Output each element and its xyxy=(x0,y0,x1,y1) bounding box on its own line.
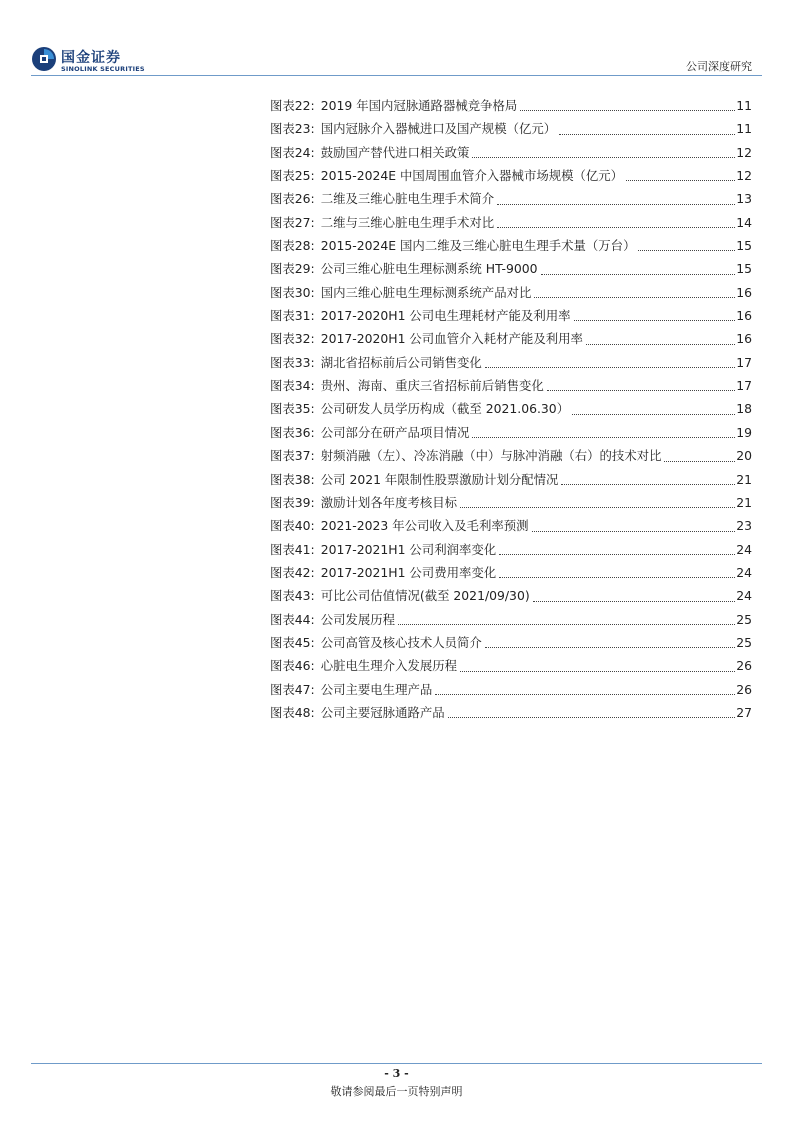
toc-dot-leader xyxy=(460,671,735,672)
toc-entry-label: 图表30: xyxy=(270,284,315,300)
toc-dot-leader xyxy=(559,134,735,135)
toc-entry[interactable] xyxy=(270,117,752,140)
toc-entry-label: 图表34: xyxy=(270,378,315,394)
toc-entry[interactable] xyxy=(270,561,752,584)
toc-dot-leader xyxy=(586,344,735,345)
toc-entry-label: 图表31: xyxy=(270,308,315,324)
toc-entry-label: 图表40: xyxy=(270,518,315,534)
report-type-label: 公司深度研究 xyxy=(686,60,752,73)
toc-entry[interactable] xyxy=(270,421,752,444)
toc-entry-title: 2015-2024E 中国周围血管介入器械市场规模（亿元） xyxy=(320,168,624,184)
toc-entry[interactable] xyxy=(270,141,752,164)
toc-entry-title: 2017-2021H1 公司利润率变化 xyxy=(320,541,497,557)
toc-dot-leader xyxy=(547,390,735,391)
toc-entry-label: 图表22: xyxy=(270,98,315,113)
toc-dot-leader xyxy=(533,601,736,602)
toc-entry-title: 公司部分在研产品项目情况 xyxy=(320,424,470,440)
toc-entry-page: 23 xyxy=(736,518,752,534)
page-number: - 3 - xyxy=(384,1067,409,1080)
toc-entry-title: 2021-2023 年公司收入及毛利率预测 xyxy=(320,518,529,534)
toc-entry-label: 图表47: xyxy=(270,681,315,697)
toc-entry-label: 图表27: xyxy=(270,214,315,230)
toc-entry[interactable] xyxy=(270,631,752,654)
toc-entry-label: 图表23: xyxy=(270,121,315,137)
page-header xyxy=(0,0,793,80)
toc-dot-leader xyxy=(499,554,735,555)
toc-dot-leader xyxy=(435,694,735,695)
toc-entry-page: 15 xyxy=(736,238,752,254)
toc-entry[interactable] xyxy=(270,608,752,631)
toc-entry[interactable] xyxy=(270,468,752,491)
toc-entry-label: 图表42: xyxy=(270,564,315,580)
toc-entry-label: 图表26: xyxy=(270,191,315,207)
toc-entry-title: 国内三维心脏电生理标测系统产品对比 xyxy=(320,284,532,300)
toc-entry-label: 图表48: xyxy=(270,704,315,720)
toc-entry-title: 鼓励国产替代进口相关政策 xyxy=(320,144,470,160)
toc-entry[interactable] xyxy=(270,374,752,397)
toc-entry-page: 13 xyxy=(736,191,752,207)
toc-entry-page: 16 xyxy=(736,331,752,347)
logo-chinese-name: 国金证券 xyxy=(61,50,121,66)
toc-entry-label: 图表28: xyxy=(270,238,315,254)
toc-entry-title: 公司研发人员学历构成（截至 2021.06.30） xyxy=(320,401,570,417)
toc-entry-title: 可比公司估值情况(截至 2021/09/30) xyxy=(320,588,530,604)
toc-entry[interactable] xyxy=(270,234,752,257)
toc-entry-title: 激励计划各年度考核目标 xyxy=(320,494,458,510)
toc-entry-page: 11 xyxy=(736,98,752,113)
toc-entry-page: 25 xyxy=(736,634,752,650)
toc-entry-label: 图表36: xyxy=(270,424,315,440)
toc-entry-title: 射频消融（左）、冷冻消融（中）与脉冲消融（右）的技术对比 xyxy=(320,448,662,464)
toc-entry-title: 2015-2024E 国内二维及三维心脏电生理手术量（万台） xyxy=(320,238,636,254)
toc-entry-label: 图表39: xyxy=(270,494,315,510)
toc-entry[interactable] xyxy=(270,211,752,234)
toc-entry[interactable] xyxy=(270,701,752,724)
toc-entry-page: 12 xyxy=(736,168,752,184)
toc-entry-page: 16 xyxy=(736,284,752,300)
toc-entry[interactable] xyxy=(270,654,752,677)
footer-divider xyxy=(31,1063,762,1064)
toc-entry-title: 二维与三维心脏电生理手术对比 xyxy=(320,214,495,230)
toc-entry-page: 12 xyxy=(736,144,752,160)
toc-entry[interactable] xyxy=(270,257,752,280)
toc-entry-label: 图表35: xyxy=(270,401,315,417)
toc-entry[interactable] xyxy=(270,584,752,607)
toc-entry-title: 公司三维心脏电生理标测系统 HT-9000 xyxy=(320,261,538,277)
toc-dot-leader xyxy=(520,110,735,111)
toc-entry[interactable] xyxy=(270,491,752,514)
toc-dot-leader xyxy=(626,180,735,181)
figure-list xyxy=(270,94,752,724)
toc-entry-label: 图表44: xyxy=(270,611,315,627)
toc-entry[interactable] xyxy=(270,444,752,467)
toc-dot-leader xyxy=(497,204,735,205)
toc-entry-page: 21 xyxy=(736,494,752,510)
toc-entry-title: 公司主要电生理产品 xyxy=(320,681,433,697)
sinolink-logo-icon xyxy=(31,46,57,72)
toc-entry-title: 湖北省招标前后公司销售变化 xyxy=(320,354,482,370)
toc-entry-page: 24 xyxy=(736,564,752,580)
toc-entry-title: 公司主要冠脉通路产品 xyxy=(320,704,445,720)
toc-entry-page: 20 xyxy=(736,448,752,464)
toc-entry-title: 国内冠脉介入器械进口及国产规模（亿元） xyxy=(320,121,557,137)
toc-entry-label: 图表43: xyxy=(270,588,315,604)
toc-entry-label: 图表25: xyxy=(270,168,315,184)
logo-english-name: SINOLINK SECURITIES xyxy=(61,65,145,73)
toc-entry[interactable] xyxy=(270,327,752,350)
toc-entry-title: 公司发展历程 xyxy=(320,611,396,627)
toc-entry-title: 心脏电生理介入发展历程 xyxy=(320,658,458,674)
toc-entry[interactable] xyxy=(270,94,752,117)
toc-dot-leader xyxy=(499,577,735,578)
toc-entry[interactable] xyxy=(270,304,752,327)
toc-dot-leader xyxy=(472,437,735,438)
toc-entry[interactable] xyxy=(270,164,752,187)
toc-entry-label: 图表24: xyxy=(270,144,315,160)
toc-entry-page: 21 xyxy=(736,471,752,487)
toc-dot-leader xyxy=(534,297,735,298)
toc-dot-leader xyxy=(448,717,736,718)
toc-dot-leader xyxy=(485,367,735,368)
toc-dot-leader xyxy=(638,250,735,251)
toc-entry[interactable] xyxy=(270,351,752,374)
toc-dot-leader xyxy=(561,484,735,485)
header-divider xyxy=(31,75,762,76)
toc-entry-label: 图表41: xyxy=(270,541,315,557)
toc-entry-page: 26 xyxy=(736,658,752,674)
toc-dot-leader xyxy=(460,507,735,508)
toc-entry[interactable] xyxy=(270,678,752,701)
toc-dot-leader xyxy=(541,274,736,275)
toc-entry-page: 16 xyxy=(736,308,752,324)
toc-entry-label: 图表37: xyxy=(270,448,315,464)
toc-entry-page: 26 xyxy=(736,681,752,697)
toc-entry-page: 17 xyxy=(736,378,752,394)
toc-entry-page: 25 xyxy=(736,611,752,627)
toc-dot-leader xyxy=(532,531,736,532)
toc-entry-title: 2017-2020H1 公司血管介入耗材产能及利用率 xyxy=(320,331,583,347)
toc-entry[interactable] xyxy=(270,187,752,210)
toc-entry-label: 图表45: xyxy=(270,634,315,650)
toc-entry-title: 公司 2021 年限制性股票激励计划分配情况 xyxy=(320,471,559,487)
toc-entry-page: 15 xyxy=(736,261,752,277)
toc-dot-leader xyxy=(497,227,735,228)
toc-entry-page: 18 xyxy=(736,401,752,417)
toc-dot-leader xyxy=(472,157,735,158)
toc-entry-title: 公司高管及核心技术人员简介 xyxy=(320,634,482,650)
company-logo xyxy=(31,46,151,74)
toc-entry[interactable] xyxy=(270,397,752,420)
toc-entry-page: 24 xyxy=(736,541,752,557)
toc-entry-page: 11 xyxy=(736,121,752,137)
toc-entry-label: 图表38: xyxy=(270,471,315,487)
toc-entry-label: 图表33: xyxy=(270,354,315,370)
toc-entry-page: 19 xyxy=(736,424,752,440)
toc-dot-leader xyxy=(485,647,735,648)
toc-entry-page: 24 xyxy=(736,588,752,604)
toc-entry-title: 贵州、海南、重庆三省招标前后销售变化 xyxy=(320,378,544,394)
toc-entry-label: 图表46: xyxy=(270,658,315,674)
toc-entry-label: 图表32: xyxy=(270,331,315,347)
toc-entry-title: 二维及三维心脏电生理手术简介 xyxy=(320,191,495,207)
toc-entry-title: 2017-2020H1 公司电生理耗材产能及利用率 xyxy=(320,308,571,324)
toc-dot-leader xyxy=(664,461,735,462)
toc-entry-title: 2019 年国内冠脉通路器械竞争格局 xyxy=(320,98,518,113)
disclaimer-note: 敬请参阅最后一页特别声明 xyxy=(330,1085,463,1098)
toc-dot-leader xyxy=(572,414,735,415)
toc-entry-page: 14 xyxy=(736,214,752,230)
toc-entry-title: 2017-2021H1 公司费用率变化 xyxy=(320,564,497,580)
toc-dot-leader xyxy=(398,624,735,625)
toc-entry[interactable] xyxy=(270,538,752,561)
toc-entry[interactable] xyxy=(270,281,752,304)
toc-entry[interactable] xyxy=(270,514,752,537)
toc-entry-page: 27 xyxy=(736,704,752,720)
toc-entry-label: 图表29: xyxy=(270,261,315,277)
toc-entry-page: 17 xyxy=(736,354,752,370)
toc-dot-leader xyxy=(574,320,736,321)
